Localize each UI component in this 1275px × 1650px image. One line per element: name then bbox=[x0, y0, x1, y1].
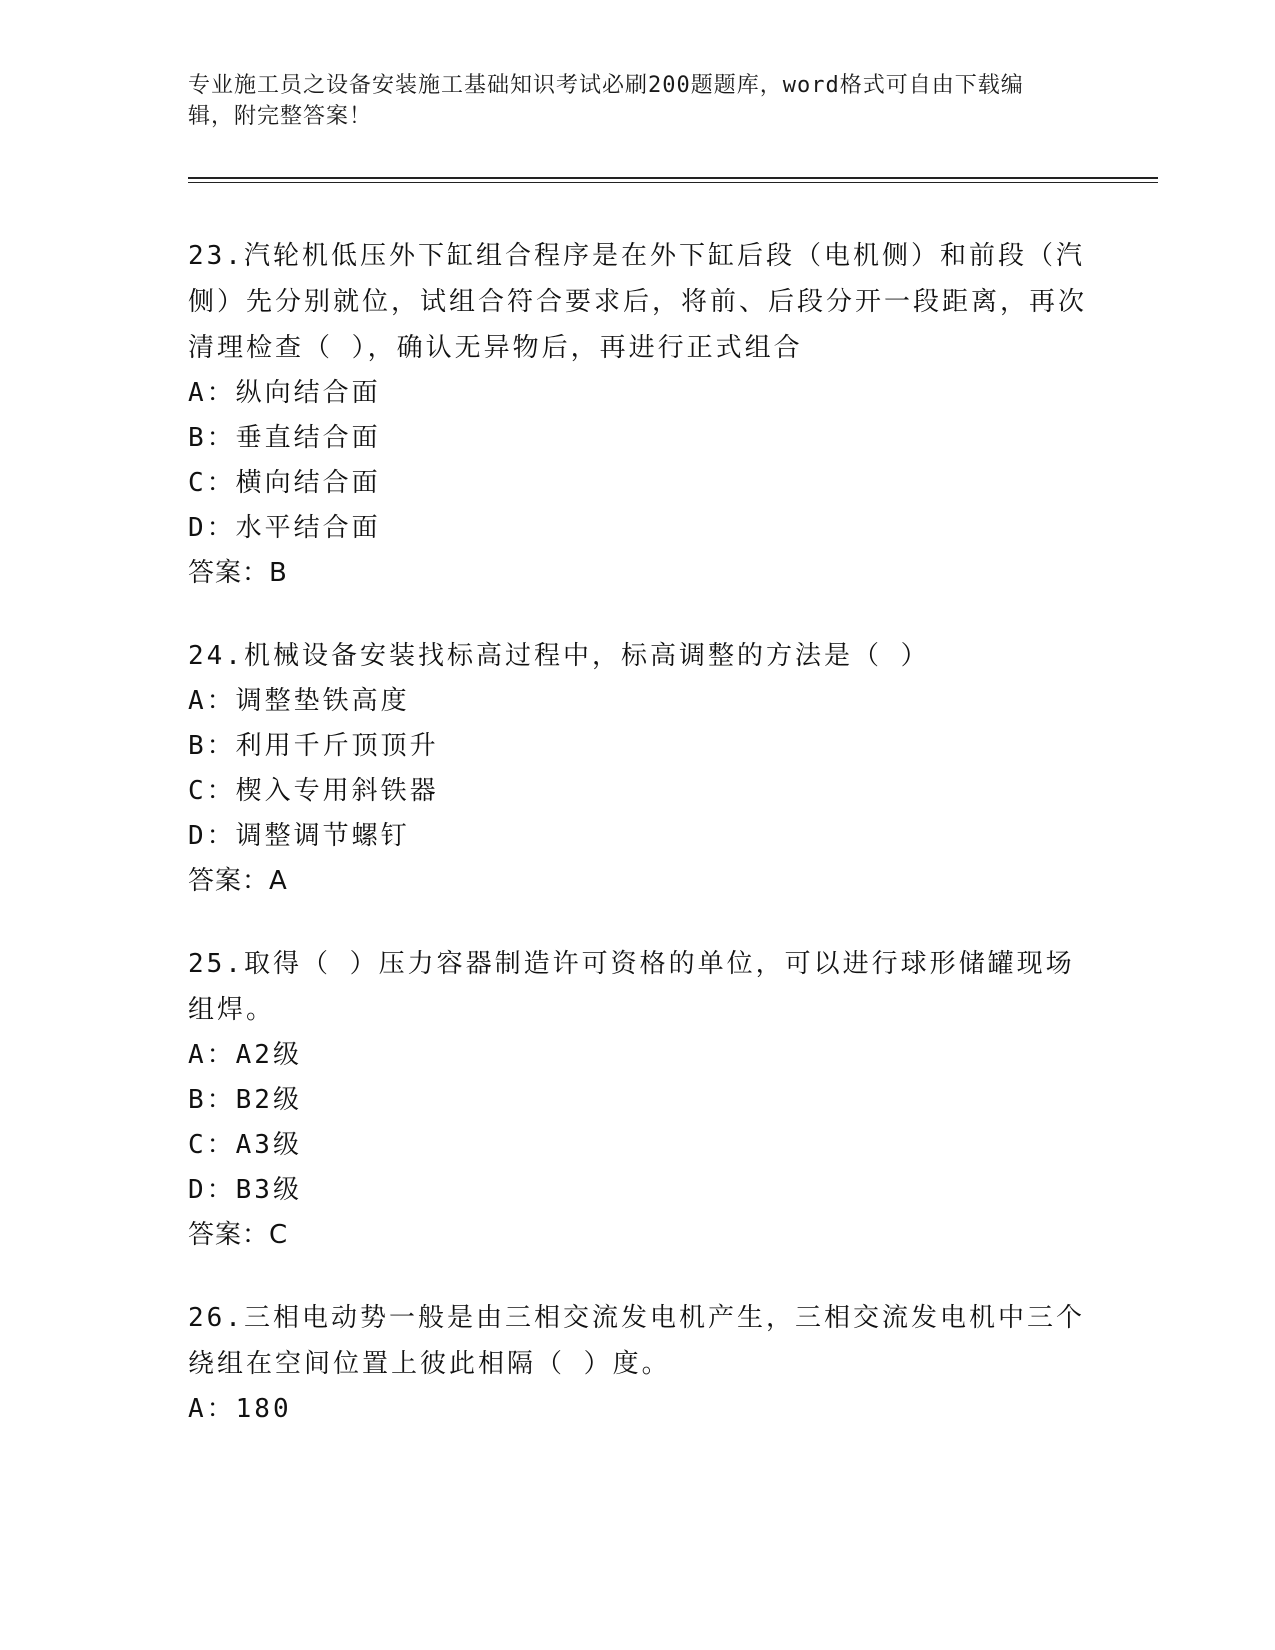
option-key: D： bbox=[188, 1175, 236, 1205]
option-key: C： bbox=[188, 776, 236, 806]
option-b bbox=[188, 416, 1088, 461]
option-text: 利用千斤顶顶升 bbox=[235, 731, 439, 761]
answer-label: 答案： bbox=[188, 1220, 270, 1250]
question-25 bbox=[188, 941, 1088, 1258]
option-text: 调整调节螺钉 bbox=[235, 821, 410, 851]
option-text: A2级 bbox=[235, 1040, 302, 1070]
answer-line bbox=[188, 551, 1088, 596]
option-text: 180 bbox=[235, 1394, 292, 1424]
answer-value: C bbox=[269, 1220, 289, 1250]
question-26 bbox=[188, 1295, 1088, 1432]
option-a bbox=[188, 1033, 1088, 1078]
question-23 bbox=[188, 233, 1088, 596]
answer-line bbox=[188, 1213, 1088, 1258]
option-a bbox=[188, 1387, 1088, 1432]
question-stem: 24.机械设备安装找标高过程中，标高调整的方法是（ ） bbox=[188, 641, 930, 671]
option-a bbox=[188, 679, 1088, 724]
option-key: B： bbox=[188, 731, 236, 761]
option-b bbox=[188, 724, 1088, 769]
option-c bbox=[188, 769, 1088, 814]
question-stem: 23.汽轮机低压外下缸组合程序是在外下缸后段（电机侧）和前段（汽侧）先分别就位，试组合符合要求后，将前、后段分开一段距离，再次清理检查（ ），确认无异物后，再进行正式组合 bbox=[188, 241, 1088, 363]
header-divider-thin bbox=[188, 182, 1158, 183]
option-a bbox=[188, 371, 1088, 416]
option-key: D： bbox=[188, 821, 236, 851]
question-24 bbox=[188, 633, 1088, 904]
option-text: 纵向结合面 bbox=[235, 378, 381, 408]
question-stem: 25.取得（ ）压力容器制造许可资格的单位，可以进行球形储罐现场组焊。 bbox=[188, 949, 1075, 1025]
option-key: C： bbox=[188, 468, 236, 498]
option-key: D： bbox=[188, 513, 236, 543]
option-d bbox=[188, 814, 1088, 859]
answer-value: B bbox=[269, 558, 288, 588]
option-key: A： bbox=[188, 378, 236, 408]
option-text: 垂直结合面 bbox=[235, 423, 381, 453]
header-divider bbox=[188, 177, 1158, 179]
option-text: 楔入专用斜铁器 bbox=[235, 776, 439, 806]
option-key: A： bbox=[188, 1040, 236, 1070]
question-list bbox=[188, 233, 1088, 1469]
answer-line bbox=[188, 859, 1088, 904]
answer-label: 答案： bbox=[188, 558, 270, 588]
option-text: A3级 bbox=[235, 1130, 302, 1160]
option-text: 横向结合面 bbox=[235, 468, 381, 498]
page-header: 专业施工员之设备安装施工基础知识考试必刷200题题库，word格式可自由下载编辑，附完整答案！ bbox=[188, 73, 1024, 129]
option-text: B3级 bbox=[235, 1175, 302, 1205]
option-c bbox=[188, 461, 1088, 506]
option-key: A： bbox=[188, 686, 236, 716]
option-text: 调整垫铁高度 bbox=[235, 686, 410, 716]
option-key: A： bbox=[188, 1394, 236, 1424]
option-d bbox=[188, 506, 1088, 551]
answer-value: A bbox=[269, 866, 288, 896]
option-b bbox=[188, 1078, 1088, 1123]
question-stem: 26.三相电动势一般是由三相交流发电机产生，三相交流发电机中三个绕组在空间位置上彼此相隔（ ）度。 bbox=[188, 1303, 1085, 1379]
option-key: B： bbox=[188, 423, 236, 453]
option-text: 水平结合面 bbox=[235, 513, 381, 543]
option-d bbox=[188, 1168, 1088, 1213]
option-c bbox=[188, 1123, 1088, 1168]
option-key: B： bbox=[188, 1085, 236, 1115]
option-key: C： bbox=[188, 1130, 236, 1160]
option-text: B2级 bbox=[235, 1085, 302, 1115]
answer-label: 答案： bbox=[188, 866, 270, 896]
